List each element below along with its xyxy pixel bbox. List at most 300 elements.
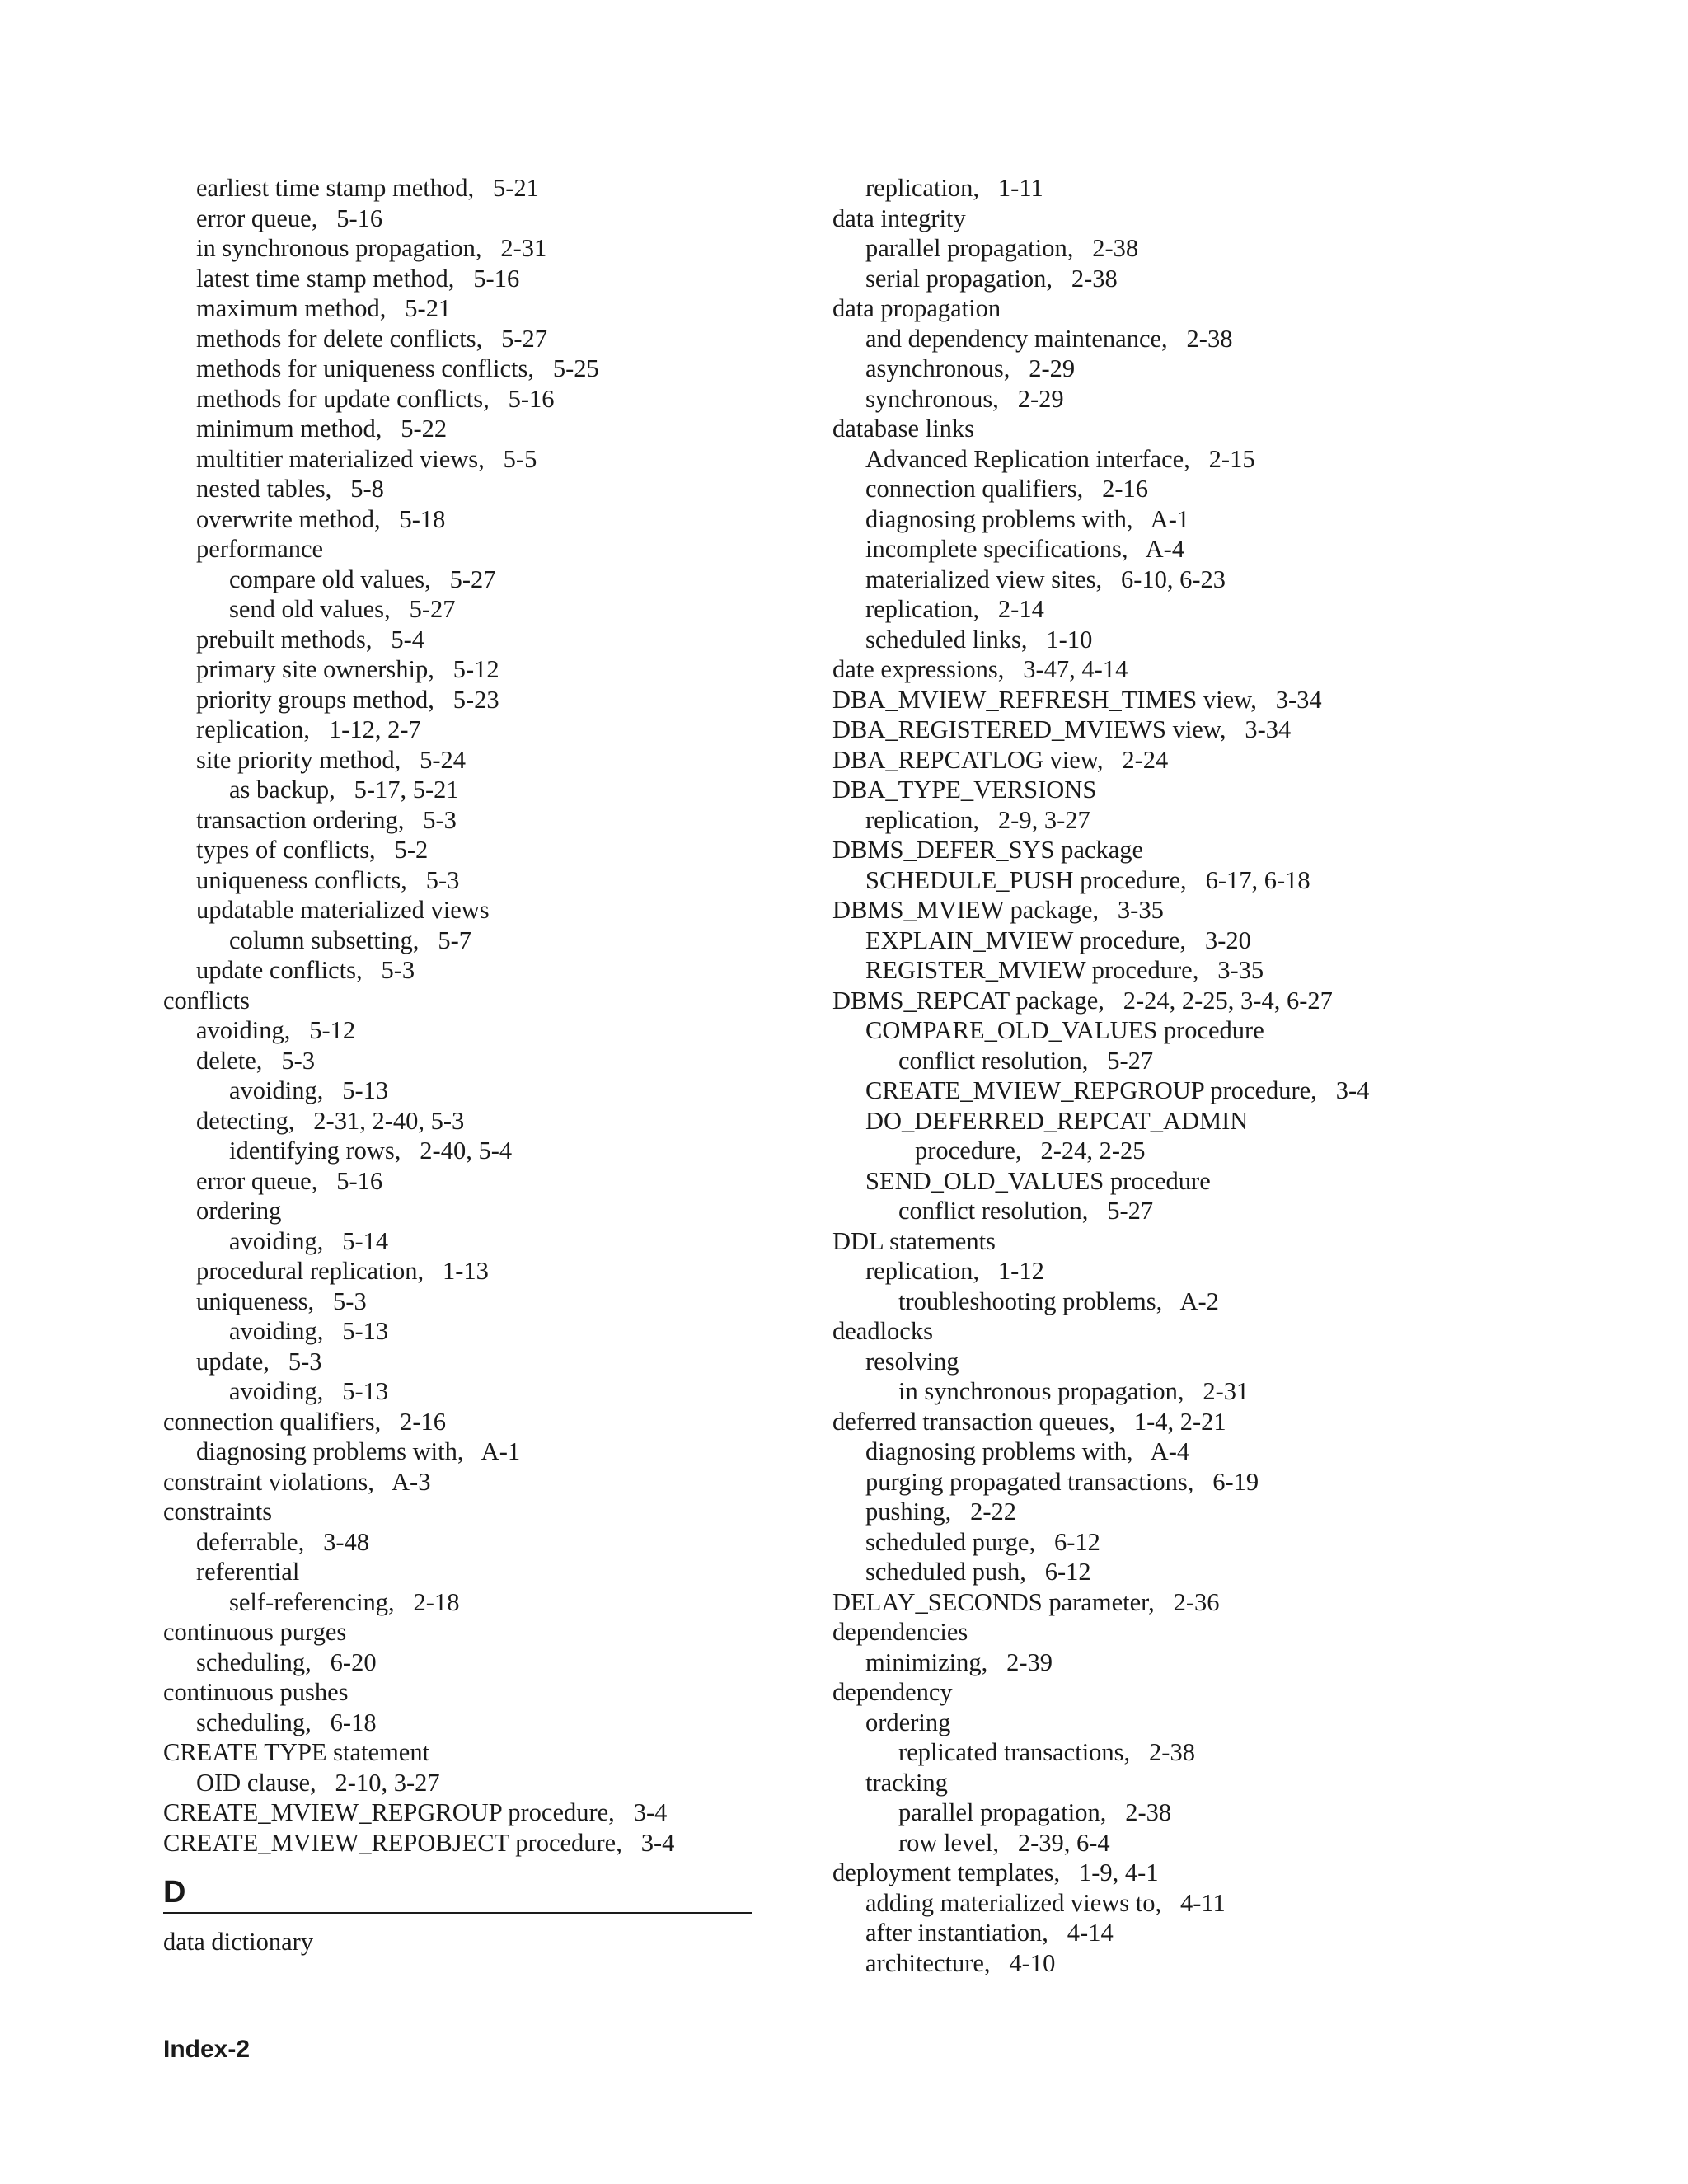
page-references: 2-31	[500, 234, 547, 262]
page-references: 3-47, 4-14	[1023, 655, 1128, 683]
page-references: A-2	[1179, 1286, 1219, 1315]
page-references: 6-19	[1212, 1467, 1259, 1496]
index-entry	[832, 1286, 1459, 1317]
page-references: 2-10, 3-27	[335, 1768, 440, 1797]
index-entry	[163, 384, 757, 415]
index-term: replication,	[196, 715, 311, 743]
page-references: 5-5	[503, 444, 537, 473]
index-term: primary site ownership,	[196, 655, 434, 683]
index-term: identifying rows,	[229, 1137, 401, 1165]
page-references: 3-4	[633, 1798, 668, 1826]
page-references: A-4	[1145, 535, 1185, 563]
page-references: 2-22	[970, 1497, 1017, 1526]
index-entry	[163, 293, 757, 324]
index-entry	[832, 1587, 1459, 1618]
page-references: 5-27	[409, 595, 456, 623]
page-references: 2-40, 5-4	[420, 1137, 513, 1165]
index-column-left	[163, 173, 757, 1957]
index-entry	[163, 1046, 757, 1076]
page-references: 3-4	[1335, 1076, 1370, 1104]
index-term: conflict resolution,	[898, 1046, 1089, 1075]
index-term: send old values,	[229, 595, 391, 623]
index-term: materialized view sites,	[865, 565, 1103, 593]
index-entry	[163, 835, 757, 865]
index-entry	[163, 233, 757, 264]
index-entry	[163, 504, 757, 535]
index-term: tracking	[865, 1768, 948, 1797]
index-term: conflict resolution,	[898, 1197, 1089, 1225]
index-entry	[163, 474, 757, 504]
index-term: DDL statements	[832, 1226, 996, 1255]
index-term: DO_DEFERRED_REPCAT_ADMIN	[865, 1106, 1249, 1135]
index-term: updatable materialized views	[196, 896, 490, 924]
index-entry	[832, 504, 1459, 535]
index-entry	[163, 775, 757, 805]
index-term: connection qualifiers,	[163, 1407, 382, 1436]
page-references: 3-4	[640, 1828, 675, 1857]
index-entry	[832, 1497, 1459, 1527]
index-entry	[832, 354, 1459, 384]
index-term: methods for delete conflicts,	[196, 324, 483, 353]
index-term: continuous purges	[163, 1618, 347, 1646]
index-term: DBMS_MVIEW package,	[832, 896, 1100, 924]
index-entry	[832, 534, 1459, 565]
page-references: 2-18	[413, 1587, 460, 1616]
page-references: 2-14	[997, 595, 1044, 623]
index-term: avoiding,	[196, 1016, 291, 1044]
index-term: referential	[196, 1558, 300, 1586]
page-references: 5-13	[342, 1076, 389, 1104]
page-references: 5-12	[452, 655, 499, 683]
page-references: 1-9, 4-1	[1079, 1858, 1159, 1886]
page-references: 5-14	[342, 1226, 389, 1255]
index-entry	[163, 1828, 757, 1858]
index-term: avoiding,	[229, 1377, 324, 1405]
page-references: 2-9, 3-27	[997, 805, 1090, 834]
page-references: 1-13	[442, 1257, 489, 1285]
index-term: deadlocks	[832, 1317, 933, 1345]
index-entry	[832, 1858, 1459, 1888]
index-entry	[163, 534, 757, 565]
index-term: after instantiation,	[865, 1919, 1048, 1947]
page-references: 2-24, 2-25	[1040, 1137, 1146, 1165]
index-column-right	[832, 173, 1459, 1978]
index-term: data integrity	[832, 204, 966, 232]
index-entries-d-continued	[832, 173, 1459, 1978]
index-term: update conflicts,	[196, 956, 363, 984]
index-entry	[832, 1136, 1459, 1166]
index-entry	[163, 264, 757, 294]
index-entry	[163, 955, 757, 986]
index-term: priority groups method,	[196, 685, 434, 714]
index-entries-d	[163, 1927, 757, 1957]
page-references: 2-24, 2-25, 3-4, 6-27	[1123, 986, 1333, 1015]
index-entry	[832, 293, 1459, 324]
page-references: 4-11	[1179, 1888, 1226, 1917]
index-entry	[163, 1076, 757, 1106]
page-references: A-1	[481, 1437, 521, 1465]
index-entry	[832, 444, 1459, 475]
page-references: 2-16	[1102, 475, 1149, 503]
index-entry	[832, 1015, 1459, 1046]
index-term: conflicts	[163, 986, 251, 1015]
page-number: Index-2	[163, 2036, 251, 2063]
index-entry	[163, 654, 757, 685]
page-references: 5-17, 5-21	[354, 776, 459, 804]
index-entry	[163, 1677, 757, 1708]
page-references: 5-21	[492, 174, 539, 202]
index-term: types of conflicts,	[196, 836, 376, 864]
index-term: CREATE TYPE statement	[163, 1738, 430, 1766]
index-entry	[832, 1948, 1459, 1979]
index-term: data propagation	[832, 294, 1001, 322]
page-references: 5-3	[333, 1286, 367, 1315]
index-term: dependency	[832, 1678, 953, 1706]
index-entry	[163, 986, 757, 1016]
page-references: 5-27	[501, 324, 548, 353]
page-references: 2-15	[1208, 444, 1255, 473]
index-term: uniqueness,	[196, 1286, 315, 1315]
page-references: 5-27	[1107, 1046, 1154, 1075]
index-term: synchronous,	[865, 384, 999, 413]
section-heading-d: D	[163, 1875, 186, 1910]
index-term: deployment templates,	[832, 1858, 1061, 1886]
page-references: 2-36	[1173, 1587, 1220, 1616]
index-term: latest time stamp method,	[196, 264, 455, 293]
index-term: dependencies	[832, 1618, 968, 1646]
index-entry	[832, 1196, 1459, 1226]
index-entry	[832, 1316, 1459, 1347]
index-entry	[163, 1407, 757, 1437]
index-entry	[163, 1196, 757, 1226]
index-term: replication,	[865, 1257, 980, 1285]
index-term: ordering	[865, 1708, 951, 1736]
index-term: nested tables,	[196, 475, 332, 503]
page-references: 5-16	[336, 204, 383, 232]
index-term: multitier materialized views,	[196, 444, 485, 473]
page-references: 3-20	[1204, 926, 1251, 954]
index-term: purging propagated transactions,	[865, 1467, 1194, 1496]
index-entry	[163, 865, 757, 896]
index-entry	[163, 1436, 757, 1467]
index-term: diagnosing problems with,	[865, 1437, 1133, 1465]
index-entry	[163, 1286, 757, 1317]
index-term: scheduled links,	[865, 625, 1028, 654]
page-references: 2-38	[1092, 234, 1139, 262]
index-entry	[832, 1166, 1459, 1197]
index-term: adding materialized views to,	[865, 1888, 1162, 1917]
page-references: 2-29	[1017, 384, 1064, 413]
index-term: prebuilt methods,	[196, 625, 373, 654]
index-entry	[163, 625, 757, 655]
index-entry	[832, 1347, 1459, 1377]
page-references: 5-27	[1107, 1197, 1154, 1225]
index-term: parallel propagation,	[865, 234, 1074, 262]
page-references: 6-12	[1053, 1527, 1100, 1556]
page-references: 5-8	[350, 475, 384, 503]
index-term: diagnosing problems with,	[196, 1437, 464, 1465]
index-entry	[163, 414, 757, 444]
index-term: row level,	[898, 1828, 999, 1857]
page-references: 5-3	[281, 1046, 315, 1075]
index-entry	[832, 1557, 1459, 1587]
page-references: 5-23	[452, 685, 499, 714]
index-term: replication,	[865, 595, 980, 623]
index-entry	[163, 1768, 757, 1798]
index-entry	[163, 1617, 757, 1647]
index-entry	[832, 1256, 1459, 1286]
index-entry	[832, 1737, 1459, 1768]
index-entry	[163, 685, 757, 715]
index-entry	[163, 1347, 757, 1377]
index-entry	[163, 1497, 757, 1527]
page-references: 5-22	[401, 415, 448, 443]
page-references: 2-38	[1071, 264, 1118, 293]
index-entry	[832, 1828, 1459, 1858]
page-references: 2-38	[1149, 1738, 1195, 1766]
index-term: SCHEDULE_PUSH procedure,	[865, 865, 1187, 894]
index-term: DBMS_REPCAT package,	[832, 986, 1104, 1015]
page-references: 5-27	[449, 565, 496, 593]
page-references: 2-31	[1203, 1377, 1250, 1405]
page-references: 5-7	[438, 926, 471, 954]
page-references: 5-24	[420, 745, 466, 774]
index-term: DBA_REPCATLOG view,	[832, 745, 1104, 774]
index-entry	[163, 1527, 757, 1558]
index-term: troubleshooting problems,	[898, 1286, 1163, 1315]
index-term: SEND_OLD_VALUES procedure	[865, 1166, 1211, 1195]
index-entry	[163, 173, 757, 204]
index-term: EXPLAIN_MVIEW procedure,	[865, 926, 1187, 954]
index-term: uniqueness conflicts,	[196, 865, 407, 894]
index-term: date expressions,	[832, 655, 1005, 683]
page-references: 5-21	[405, 294, 452, 322]
index-entry	[163, 1587, 757, 1618]
index-entry	[163, 1737, 757, 1768]
page-references: 2-39	[1006, 1647, 1053, 1676]
index-entry	[163, 1376, 757, 1407]
index-term: pushing,	[865, 1497, 952, 1526]
page-references: 5-3	[423, 805, 457, 834]
index-term: scheduling,	[196, 1708, 312, 1736]
page-references: A-1	[1150, 504, 1190, 533]
index-term: methods for update conflicts,	[196, 384, 490, 413]
index-entry	[163, 715, 757, 745]
index-term: earliest time stamp method,	[196, 174, 475, 202]
index-entry	[163, 1708, 757, 1738]
index-term: in synchronous propagation,	[196, 234, 482, 262]
page-references: 2-38	[1186, 324, 1233, 353]
page-references: 5-18	[399, 504, 446, 533]
index-term: asynchronous,	[865, 354, 1010, 382]
index-term: avoiding,	[229, 1076, 324, 1104]
index-term: as backup,	[229, 776, 335, 804]
index-entry	[832, 1106, 1459, 1137]
index-term: minimizing,	[865, 1647, 988, 1676]
index-term: procedure,	[915, 1137, 1022, 1165]
index-term: compare old values,	[229, 565, 431, 593]
index-term: detecting,	[196, 1106, 295, 1135]
index-term: avoiding,	[229, 1317, 324, 1345]
index-entry	[832, 414, 1459, 444]
index-entry	[832, 1376, 1459, 1407]
index-term: deferrable,	[196, 1527, 305, 1556]
index-entry	[832, 955, 1459, 986]
index-entry	[832, 173, 1459, 204]
index-entry	[832, 1677, 1459, 1708]
index-entry	[832, 1436, 1459, 1467]
index-entry	[832, 233, 1459, 264]
index-entry	[832, 594, 1459, 625]
index-entry	[163, 1136, 757, 1166]
index-term: DBA_TYPE_VERSIONS	[832, 776, 1097, 804]
index-term: COMPARE_OLD_VALUES procedure	[865, 1016, 1264, 1044]
index-term: OID clause,	[196, 1768, 316, 1797]
index-entry	[832, 895, 1459, 926]
index-entry	[832, 745, 1459, 776]
index-entry	[163, 1927, 757, 1957]
index-term: DBA_REGISTERED_MVIEWS view,	[832, 715, 1226, 743]
index-term: in synchronous propagation,	[898, 1377, 1184, 1405]
page-references: 5-16	[473, 264, 520, 293]
index-entry	[832, 1407, 1459, 1437]
page-references: 5-16	[508, 384, 555, 413]
index-term: avoiding,	[229, 1226, 324, 1255]
index-term: ordering	[196, 1197, 282, 1225]
index-entry	[163, 1226, 757, 1257]
page-references: 3-34	[1245, 715, 1292, 743]
index-term: maximum method,	[196, 294, 387, 322]
index-entry	[163, 1256, 757, 1286]
index-entry	[832, 685, 1459, 715]
index-term: diagnosing problems with,	[865, 504, 1133, 533]
index-entry	[832, 654, 1459, 685]
index-term: column subsetting,	[229, 926, 420, 954]
page-references: 3-48	[323, 1527, 370, 1556]
index-entry	[832, 1708, 1459, 1738]
page-references: 5-3	[425, 865, 460, 894]
page-references: 2-16	[400, 1407, 447, 1436]
index-term: connection qualifiers,	[865, 475, 1084, 503]
page-references: 3-34	[1275, 685, 1322, 714]
index-entry	[163, 1106, 757, 1137]
index-entry	[163, 1797, 757, 1828]
index-entry	[832, 474, 1459, 504]
index-entry	[832, 1527, 1459, 1558]
index-entry	[163, 324, 757, 354]
index-term: self-referencing,	[229, 1587, 395, 1616]
index-term: parallel propagation,	[898, 1798, 1107, 1826]
index-entry	[832, 625, 1459, 655]
index-entry	[832, 1768, 1459, 1798]
index-term: architecture,	[865, 1948, 991, 1977]
index-term: procedural replication,	[196, 1257, 424, 1285]
index-term: update,	[196, 1347, 270, 1376]
index-term: overwrite method,	[196, 504, 381, 533]
page-references: 6-18	[330, 1708, 377, 1736]
page-references: 2-31, 2-40, 5-3	[313, 1106, 465, 1135]
page-references: 2-24	[1122, 745, 1169, 774]
index-term: resolving	[865, 1347, 959, 1376]
page-references: 1-10	[1046, 625, 1093, 654]
index-entry	[832, 865, 1459, 896]
index-term: performance	[196, 535, 324, 563]
index-entry	[163, 895, 757, 926]
page-references: 3-35	[1117, 896, 1164, 924]
index-entry	[832, 565, 1459, 595]
index-term: REGISTER_MVIEW procedure,	[865, 956, 1199, 984]
index-term: data dictionary	[163, 1928, 314, 1956]
index-entry	[832, 926, 1459, 956]
index-entry	[163, 1015, 757, 1046]
page-references: 2-38	[1125, 1798, 1172, 1826]
index-term: scheduled push,	[865, 1558, 1026, 1586]
index-term: methods for uniqueness conflicts,	[196, 354, 534, 382]
index-entry	[163, 594, 757, 625]
index-entry	[163, 354, 757, 384]
page-references: 5-25	[552, 354, 599, 382]
index-term: DBA_MVIEW_REFRESH_TIMES view,	[832, 685, 1257, 714]
page-references: 6-20	[330, 1647, 377, 1676]
section-divider	[163, 1912, 752, 1914]
index-entry	[163, 204, 757, 234]
index-entry	[832, 986, 1459, 1016]
index-entry	[832, 1918, 1459, 1948]
index-term: CREATE_MVIEW_REPGROUP procedure,	[865, 1076, 1317, 1104]
index-entry	[832, 1647, 1459, 1678]
page-references: 5-4	[391, 625, 425, 654]
index-entry	[832, 204, 1459, 234]
index-term: DBMS_DEFER_SYS package	[832, 836, 1144, 864]
index-term: serial propagation,	[865, 264, 1053, 293]
page-references: 5-12	[309, 1016, 356, 1044]
index-term: DELAY_SECONDS parameter,	[832, 1587, 1155, 1616]
page-references: 6-10, 6-23	[1120, 565, 1226, 593]
index-term: and dependency maintenance,	[865, 324, 1168, 353]
page-references: 3-35	[1217, 956, 1264, 984]
index-entry	[832, 1888, 1459, 1919]
index-entry	[832, 1046, 1459, 1076]
index-term: replication,	[865, 805, 980, 834]
index-term: incomplete specifications,	[865, 535, 1128, 563]
index-entry	[163, 444, 757, 475]
page-references: 1-12	[997, 1257, 1044, 1285]
index-entry	[832, 384, 1459, 415]
page-references: A-4	[1150, 1437, 1190, 1465]
index-term: delete,	[196, 1046, 263, 1075]
page-references: 4-14	[1067, 1919, 1114, 1947]
index-entry	[163, 1316, 757, 1347]
index-term: replicated transactions,	[898, 1738, 1131, 1766]
page-references: 5-13	[342, 1317, 389, 1345]
page-references: 6-17, 6-18	[1205, 865, 1311, 894]
index-entries-c	[163, 173, 757, 1858]
index-entry	[832, 715, 1459, 745]
index-term: constraints	[163, 1497, 273, 1526]
index-entry	[163, 1557, 757, 1587]
page-references: 5-3	[381, 956, 415, 984]
index-term: error queue,	[196, 204, 318, 232]
index-term: constraint violations,	[163, 1467, 374, 1496]
page-references: 1-4, 2-21	[1133, 1407, 1226, 1436]
index-term: CREATE_MVIEW_REPGROUP procedure,	[163, 1798, 615, 1826]
index-entry	[163, 1467, 757, 1497]
index-term: transaction ordering,	[196, 805, 405, 834]
index-entry	[832, 1226, 1459, 1257]
page-references: 2-29	[1029, 354, 1076, 382]
index-entry	[163, 1166, 757, 1197]
index-term: error queue,	[196, 1166, 318, 1195]
